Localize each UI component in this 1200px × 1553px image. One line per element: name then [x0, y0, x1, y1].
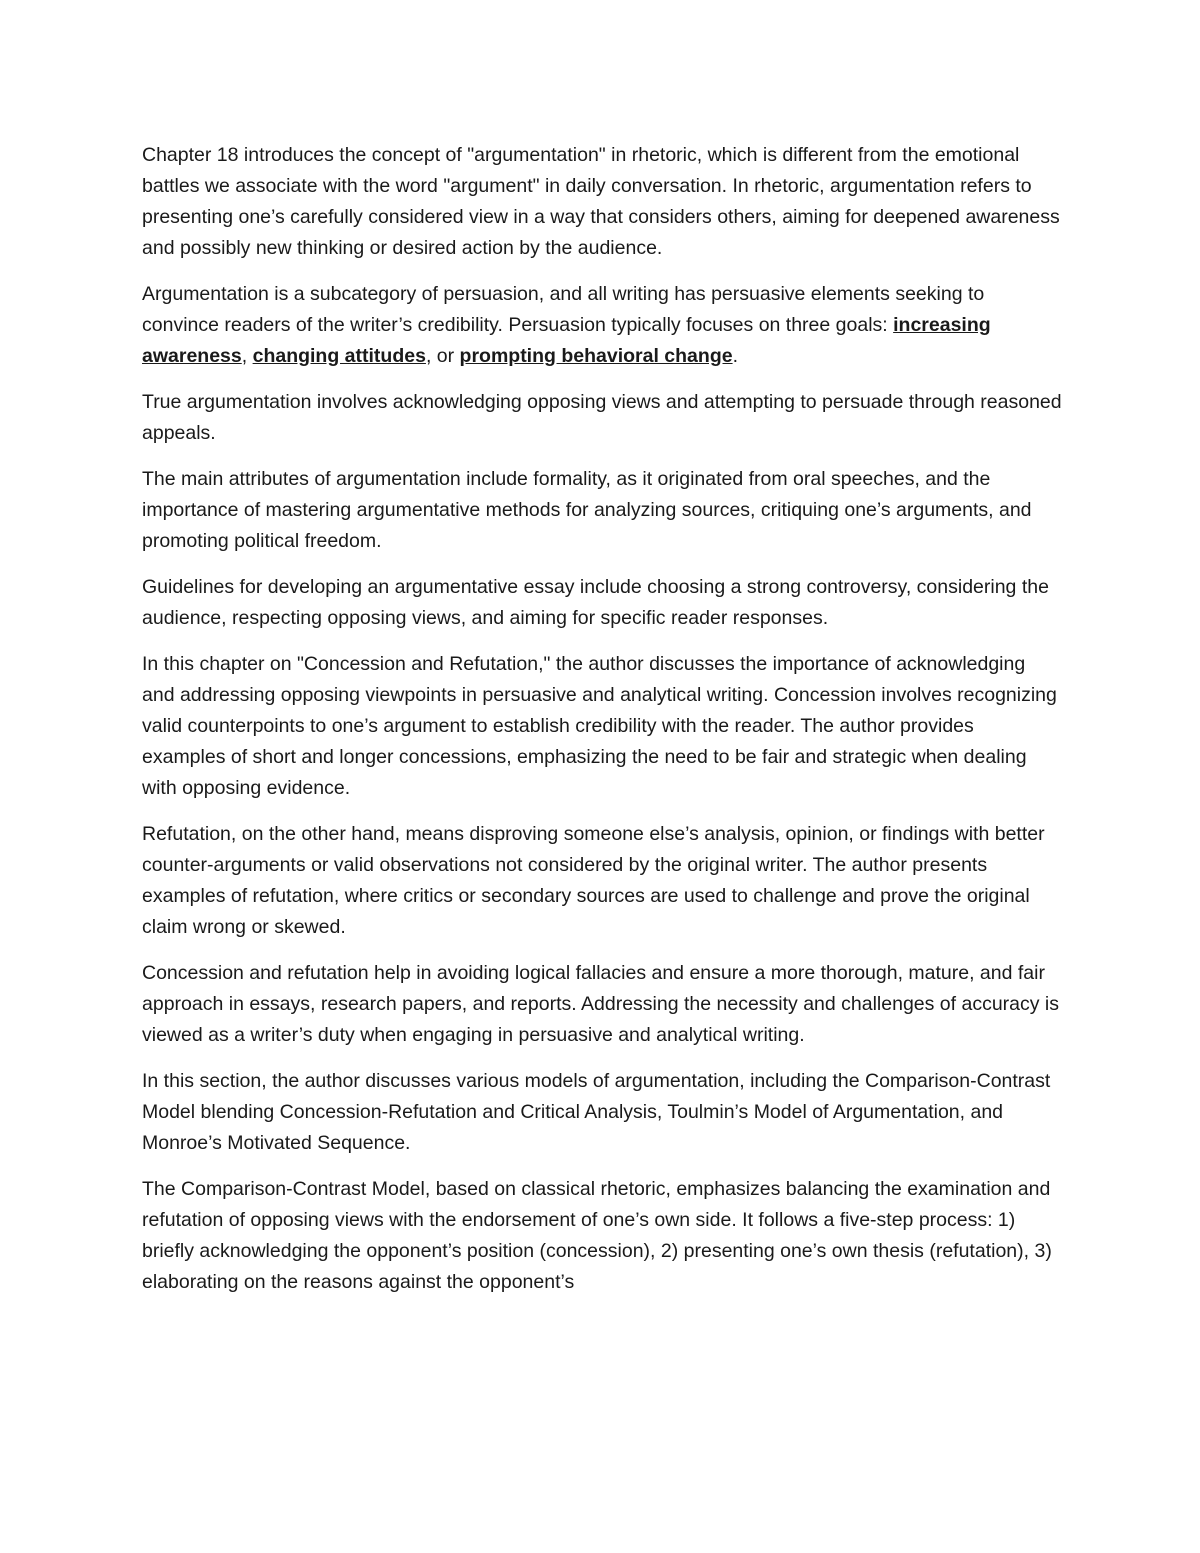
goal-increasing-awareness: increasing awareness — [142, 314, 991, 367]
paragraph-concession: In this chapter on "Concession and Refutation," the author discusses the importance of acknowledging and addressing opposing viewpoints in persuasive and analytical writing. Concession involves recognizing valid counterpoints to one’s argument to establish credibility with the reader. The author provides examples of short and longer concessions, emphasizing the need to be fair and strategic when dealing with opposing evidence. — [142, 653, 1057, 799]
paragraph-comparison-contrast: The Comparison-Contrast Model, based on classical rhetoric, emphasizes balancing the examination and refutation of opposing views with the endorsement of one’s own side. It follows a five-step process: 1) briefly acknowledging the opponent’s position (concession), 2) presenting one’s own thesis (refutation), 3) elaborating on the reasons against the opponent’s — [142, 1178, 1052, 1293]
paragraph-models: In this section, the author discusses various models of argumentation, including the Comparison-Contrast Model blending Concession-Refutation and Critical Analysis, Toulmin’s Model of Argumentation, and Monroe’s Motivated Sequence. — [142, 1070, 1051, 1154]
paragraph-main-attributes: The main attributes of argumentation include formality, as it originated from oral speeches, and the importance of mastering argumentative methods for analyzing sources, critiquing one’s arguments, and promoting political freedom. — [142, 468, 1032, 552]
persuasion-goals-lead: Argumentation is a subcategory of persuasion, and all writing has persuasive elements seeking to convince readers of the writer’s credibility. Persuasion typically focuses on three goals: — [142, 283, 985, 336]
paragraph-true-argumentation: True argumentation involves acknowledging opposing views and attempting to persuade through reasoned appeals. — [142, 391, 1062, 444]
paragraph-argumentation-intro: Chapter 18 introduces the concept of "argumentation" in rhetoric, which is different from the emotional battles we associate with the word "argument" in daily conversation. In rhetoric, argumentation refers to presenting one’s carefully considered view in a way that considers others, aiming for deepened awareness and possibly new thinking or desired action by the audience. — [142, 144, 1060, 259]
goal-changing-attitudes: changing attitudes — [252, 345, 426, 367]
document-page — [142, 140, 1062, 1313]
goal-separator-1: , — [241, 345, 253, 367]
paragraph-guidelines: Guidelines for developing an argumentative essay include choosing a strong controversy, considering the audience, respecting opposing views, and aiming for specific reader responses. — [142, 576, 1049, 629]
goal-end-punctuation: . — [732, 345, 738, 367]
paragraph-persuasion-goals — [142, 279, 1062, 372]
goal-prompting-behavioral-change: prompting behavioral change — [459, 345, 733, 367]
paragraph-fallacies: Concession and refutation help in avoiding logical fallacies and ensure a more thorough, mature, and fair approach in essays, research papers, and reports. Addressing the necessity and challenges of accuracy is viewed as a writer’s duty when engaging in persuasive and analytical writing. — [142, 962, 1060, 1046]
goal-separator-2: , or — [425, 345, 460, 367]
paragraph-refutation: Refutation, on the other hand, means disproving someone else’s analysis, opinion, or findings with better counter-arguments or valid observations not considered by the original writer. The author presents examples of refutation, where critics or secondary sources are used to challenge and prove the original claim wrong or skewed. — [142, 823, 1045, 938]
